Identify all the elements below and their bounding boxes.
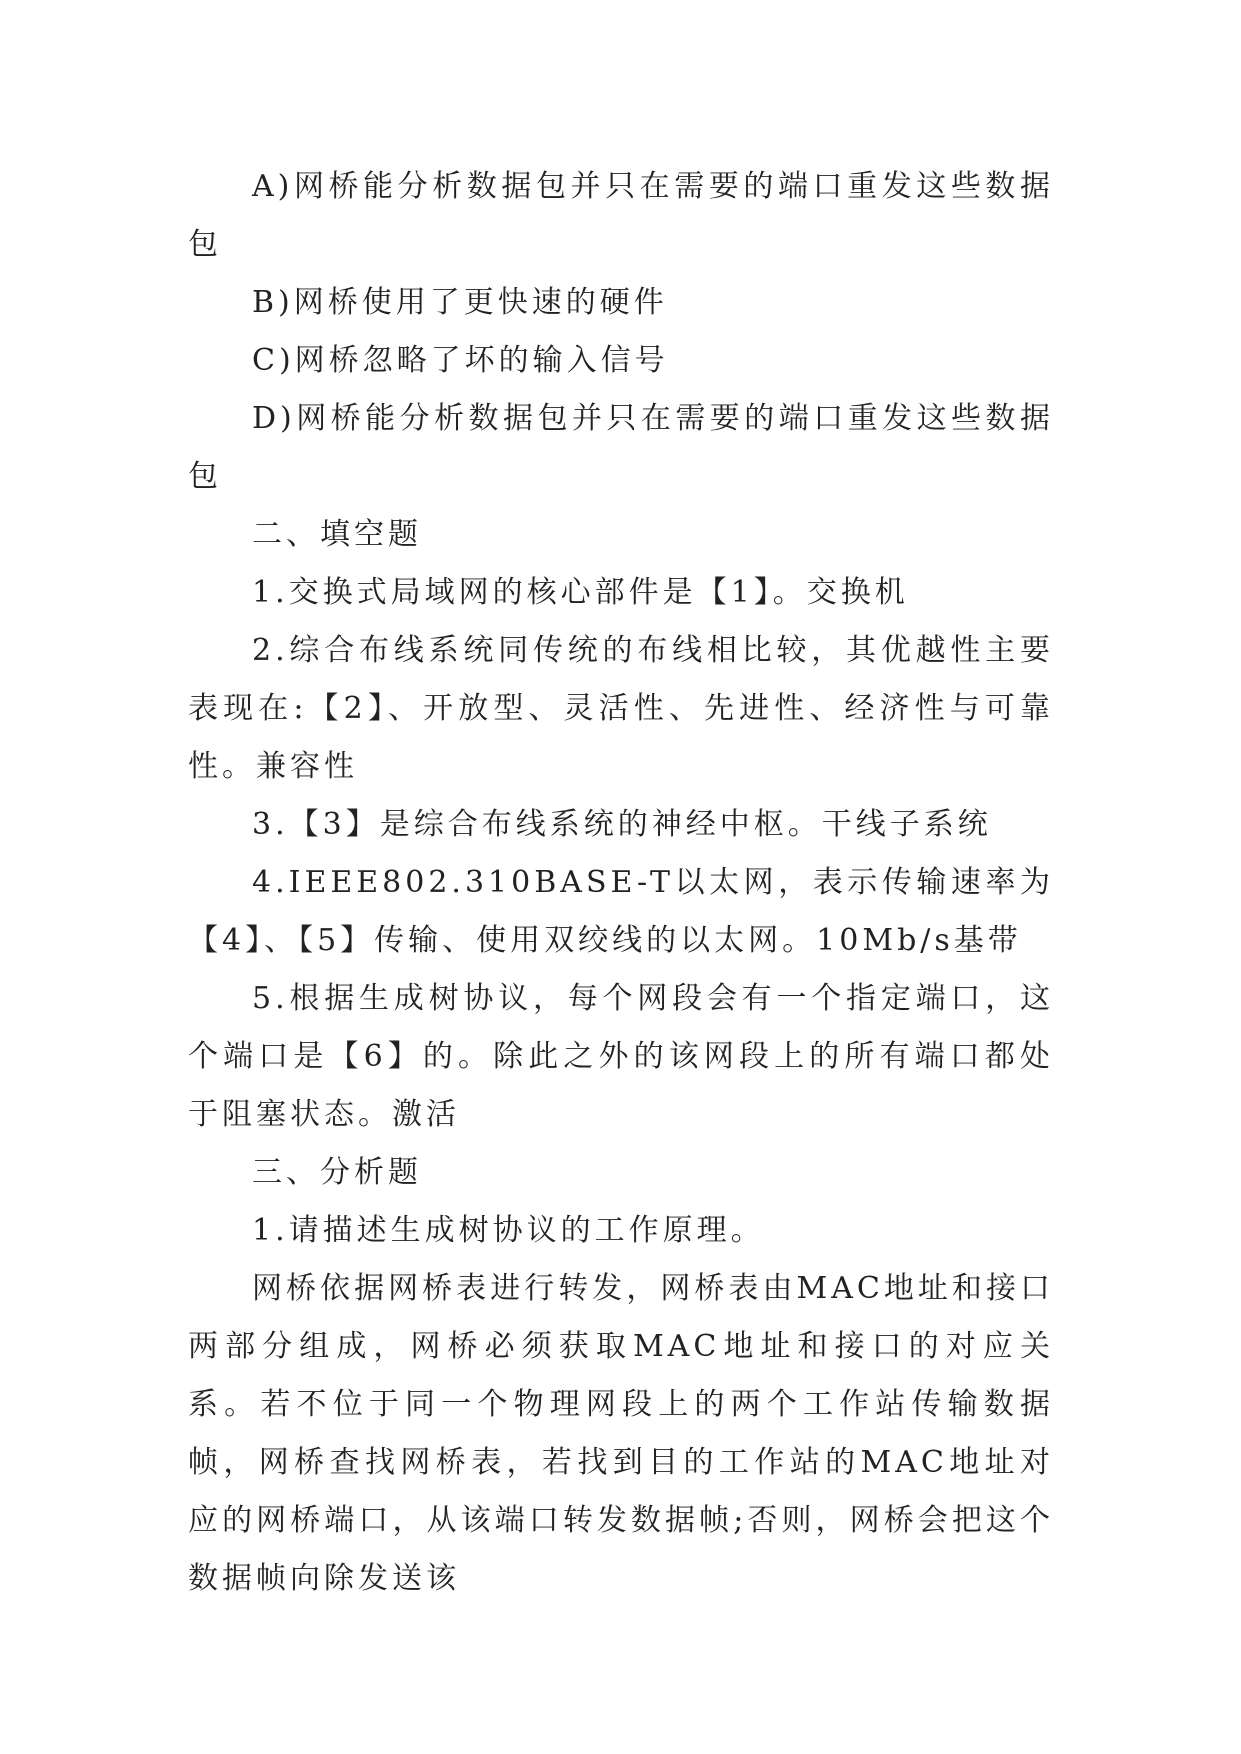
option-d: D)网桥能分析数据包并只在需要的端口重发这些数据包 xyxy=(188,401,1054,494)
fill-blank-question-1: 1.交换式局域网的核心部件是【1】。交换机 xyxy=(252,575,909,610)
document-body xyxy=(188,158,1054,1608)
fill-blank-question-3: 3.【3】是综合布线系统的神经中枢。干线子系统 xyxy=(252,807,992,842)
analysis-question-1: 1.请描述生成树协议的工作原理。 xyxy=(252,1213,765,1248)
option-b: B)网桥使用了更快速的硬件 xyxy=(252,285,668,320)
option-c: C)网桥忽略了坏的输入信号 xyxy=(252,343,669,378)
option-a: A)网桥能分析数据包并只在需要的端口重发这些数据包 xyxy=(188,169,1054,262)
fill-blank-question-5: 5.根据生成树协议，每个网段会有一个指定端口，这个端口是【6】的。除此之外的该网段上的所有端口都处于阻塞状态。激活 xyxy=(188,981,1054,1132)
analysis-answer-1: 网桥依据网桥表进行转发，网桥表由MAC地址和接口两部分组成，网桥必须获取MAC地址和接口的对应关系。若不位于同一个物理网段上的两个工作站传输数据帧，网桥查找网桥表，若找到目的工作站的MAC地址对应的网桥端口，从该端口转发数据帧;否则，网桥会把这个数据帧向除发送该 xyxy=(188,1271,1054,1596)
fill-blank-question-2: 2.综合布线系统同传统的布线相比较，其优越性主要表现在:【2】、开放型、灵活性、先进性、经济性与可靠性。兼容性 xyxy=(188,633,1054,784)
fill-blank-question-4: 4.IEEE802.310BASE-T以太网，表示传输速率为【4】、【5】传输、使用双绞线的以太网。10Mb/s基带 xyxy=(188,865,1054,958)
section-heading-fill-blank: 二、填空题 xyxy=(252,517,422,552)
section-heading-analysis: 三、分析题 xyxy=(252,1155,422,1190)
